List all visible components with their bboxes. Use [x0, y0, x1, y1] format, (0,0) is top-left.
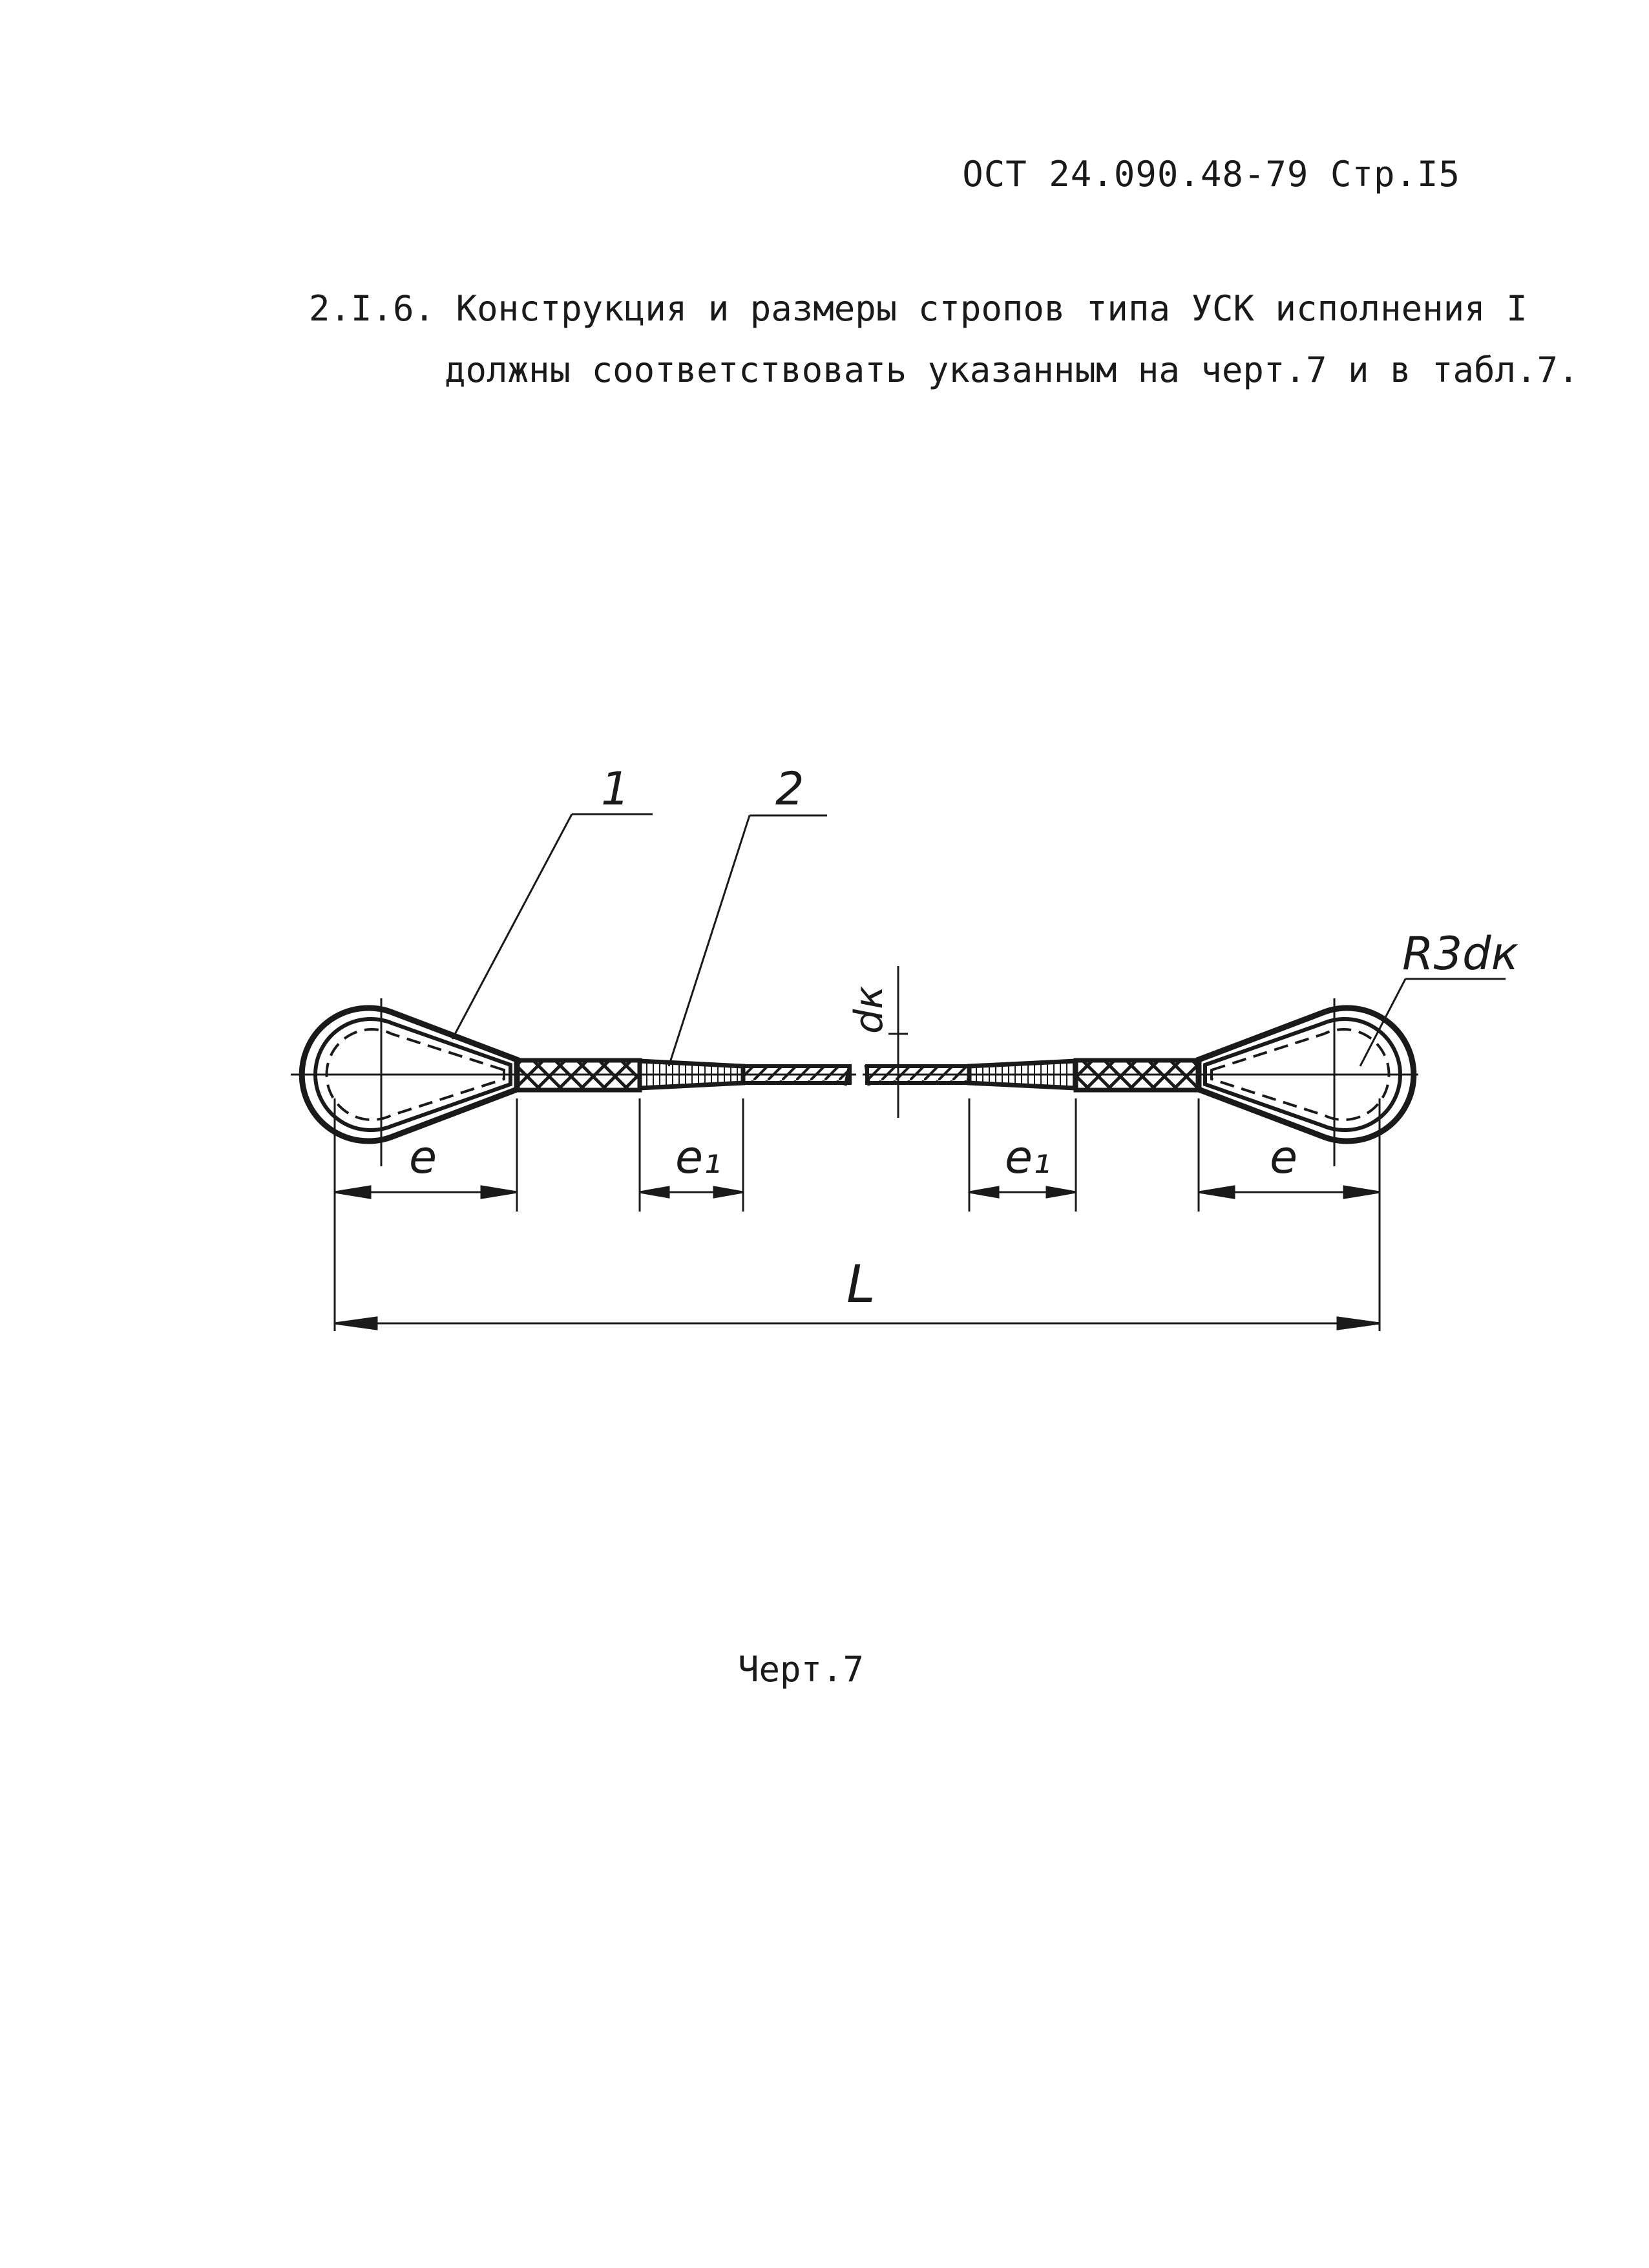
- callout-1-label: 1: [601, 762, 630, 815]
- paragraph-line-1: Конструкция и размеры стропов типа УСК исполнения I: [456, 288, 1528, 329]
- paragraph-number: 2.I.6.: [309, 288, 436, 329]
- dim-e1-left: e₁: [675, 1131, 722, 1184]
- dk-label: dк: [846, 985, 892, 1034]
- figure-caption: Черт.7: [738, 1649, 865, 1690]
- dim-e-left: e: [409, 1131, 437, 1184]
- callout-2: [669, 815, 827, 1066]
- dim-L: L: [846, 1254, 876, 1314]
- dim-e1-right: e₁: [1005, 1131, 1051, 1184]
- callout-1: [452, 814, 653, 1039]
- page-header: ОСТ 24.090.48-79 Стр.I5: [962, 154, 1460, 194]
- radius-leader: [1360, 979, 1506, 1066]
- dim-e-right: e: [1270, 1131, 1298, 1184]
- left-sleeve: [517, 1060, 850, 1090]
- callout-2-label: 2: [775, 762, 804, 815]
- radius-label: R3dк: [1402, 927, 1518, 980]
- right-sleeve: [866, 1060, 1199, 1090]
- paragraph-line-2: должны соответствовать указанным на черт.7 и в табл.7.: [445, 350, 1579, 390]
